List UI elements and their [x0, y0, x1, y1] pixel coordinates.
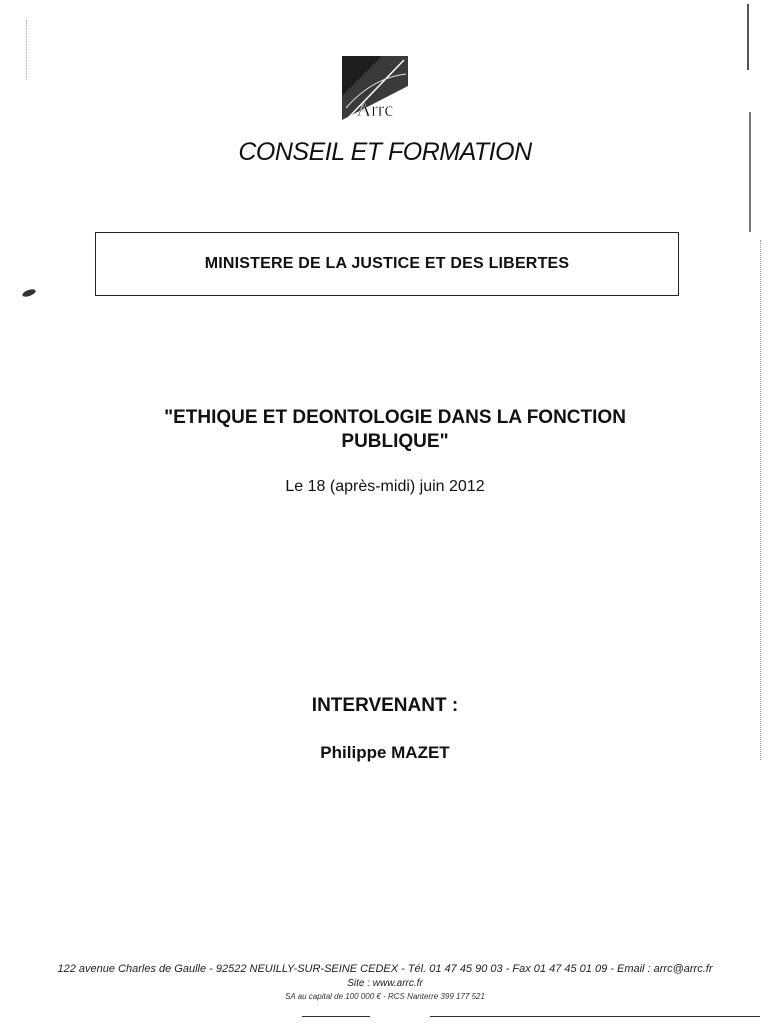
ministry-name: MINISTERE DE LA JUSTICE ET DES LIBERTES [204, 255, 570, 272]
footer-address: 122 avenue Charles de Gaulle - 92522 NEUILLY-SUR-SEINE CEDEX - Tél. 01 47 45 90 03 - Fax 01 47 45 01 09 - Email : arrc@arrc.fr [57, 963, 713, 975]
arrc-logo [342, 56, 408, 120]
document-title: "ETHIQUE ET DEONTOLOGIE DANS LA FONCTION PUBLIQUE" [164, 407, 626, 452]
scan-edge-artifact [26, 20, 28, 80]
scan-edge-artifact [760, 240, 762, 760]
arrc-logo-graphic [342, 56, 408, 120]
scan-smudge [21, 288, 36, 298]
logo-text: Arrc [356, 99, 394, 120]
session-date: Le 18 (après-midi) juin 2012 [285, 478, 485, 495]
speaker-heading: INTERVENANT : [311, 695, 459, 716]
company-tagline: CONSEIL ET FORMATION [238, 138, 532, 166]
scan-edge-artifact [749, 112, 751, 232]
footer-legal: SA au capital de 100 000 € - RCS Nanterre 399 177 521 [285, 992, 485, 1001]
footer-rule [430, 1016, 760, 1017]
speaker-name: Philippe MAZET [320, 743, 450, 762]
footer-rule [302, 1016, 370, 1017]
scan-edge-artifact [747, 4, 749, 70]
footer-website: Site : www.arrc.fr [347, 978, 423, 989]
ministry-banner [95, 232, 679, 296]
